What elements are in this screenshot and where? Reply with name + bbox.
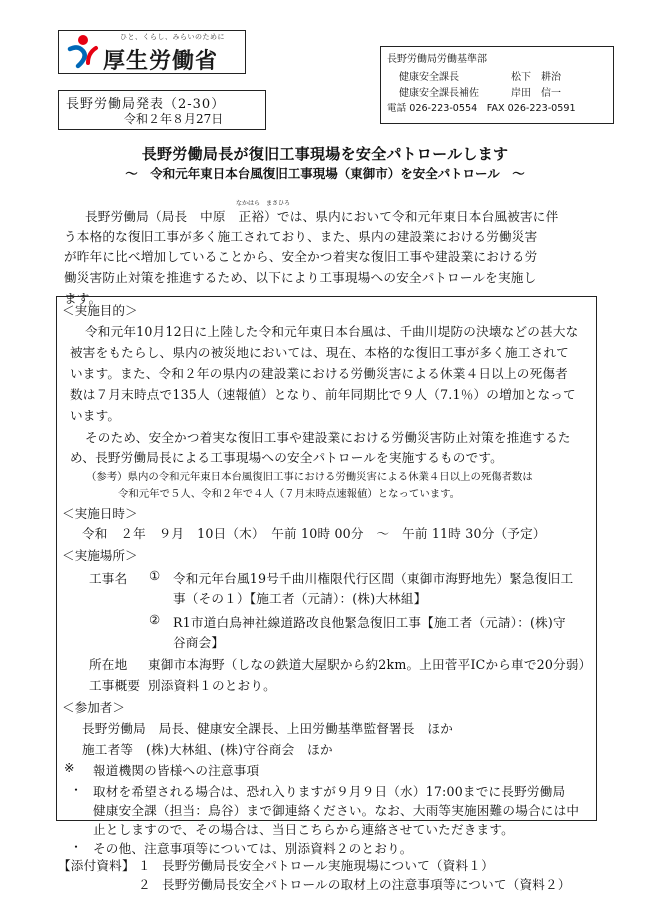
reference-note: 令和元年で５人、令和２年で４人（７月末時点速報値）となっています。 xyxy=(118,488,461,500)
purpose-line: います。また、令和２年の県内の建設業における労働災害による休業４日以上の死傷者 xyxy=(70,366,568,381)
press-notice-title: 報道機関の皆様への注意事項 xyxy=(93,763,260,778)
intro-line: 働災害防止対策を推進するため、以下により工事現場への安全パトロールを実施し xyxy=(64,270,537,285)
participants-line: 施工者等 (株)大林組、(株)守谷商会 ほか xyxy=(82,742,333,757)
intro-line: が昨年に比べ増加していることから、安全かつ着実な復旧工事や建設業における労 xyxy=(64,249,538,264)
attachments-label: 【添付資料】 xyxy=(58,858,135,873)
section-heading-participants: ＜参加者＞ xyxy=(62,700,125,715)
intro-line: う本格的な復旧工事が多く施工されており、また、県内の建設業における労働災害 xyxy=(64,229,538,244)
press-notice-line: 取材を希望される場合は、恐れ入りますが９月９日（水）17:00までに長野労働局 xyxy=(93,784,566,799)
release-date: 令和２年８月27日 xyxy=(124,112,224,126)
works-line: R1市道白鳥神社線道路改良他緊急復旧工事【施工者（元請）：(株)守 xyxy=(173,615,566,630)
location-value: 東御市本海野（しなの鉄道大屋駅から約2km。上田菅平ICから車で20分弱） xyxy=(148,657,592,672)
release-number: 長野労働局発表（2-30） xyxy=(66,97,226,112)
document-title: 長野労働局長が復旧工事現場を安全パトロールします xyxy=(141,145,509,163)
purpose-line: います。 xyxy=(70,408,121,423)
location-label: 所在地 xyxy=(89,657,128,672)
attachment-item: 長野労働局長安全パトロール実施現場について（資料１） xyxy=(162,858,494,873)
overview-value: 別添資料１のとおり。 xyxy=(148,678,276,693)
logo-tagline: ひと、くらし、みらいのために xyxy=(120,33,225,41)
logo-name: 厚生労働省 xyxy=(103,49,219,74)
purpose-line: 数は７月末時点で135人（速報値）となり、前年同期比で９人（7.1％）の増加となって xyxy=(70,387,576,402)
works-line: 令和元年台風19号千曲川権限代行区間（東御市海野地先）緊急復旧工 xyxy=(173,571,574,586)
attachment-item: 長野労働局長安全パトロールの取材上の注意事項等について（資料２） xyxy=(162,877,571,892)
contact-name: 岸田 信一 xyxy=(511,88,561,99)
purpose-line: め、長野労働局長による工事現場への安全パトロールを実施するものです。 xyxy=(70,450,503,465)
purpose-line: そのため、安全かつ着実な復旧工事や建設業における労働災害防止対策を推進するた xyxy=(85,430,571,445)
attachment-number: １ xyxy=(138,858,151,873)
purpose-line: 令和元年10月12日に上陸した令和元年東日本台風は、千曲川堤防の決壊などの甚大な xyxy=(85,324,579,339)
reference-note: （参考）県内の令和元年東日本台風復旧工事における労働災害による休業４日以上の死傷者数は xyxy=(86,471,533,483)
works-line: 谷商会】 xyxy=(173,635,225,650)
section-heading-purpose: ＜実施目的＞ xyxy=(62,303,138,318)
note-mark: ※ xyxy=(64,760,75,775)
works-line: 事（その１）【施工者（元請）：(株)大林組】 xyxy=(173,591,427,606)
attachment-number: ２ xyxy=(138,877,151,892)
ruby-reading: まさひろ xyxy=(266,200,291,207)
purpose-line: 被害をもたらし、県内の被災地においては、現在、本格的な復旧工事が多く施工されて xyxy=(70,345,569,360)
contact-department: 長野労働局労働基準部 xyxy=(387,54,487,65)
press-notice-line: 止としますので、その場合は、当日こちらから連絡させていただきます。 xyxy=(93,822,514,837)
works-label: 工事名 xyxy=(89,571,128,586)
overview-label: 工事概要 xyxy=(89,678,141,693)
participants-line: 長野労働局 局長、健康安全課長、上田労働基準監督署長 ほか xyxy=(82,721,454,736)
section-heading-datetime: ＜実施日時＞ xyxy=(62,506,138,521)
contact-name: 松下 耕治 xyxy=(511,72,561,83)
contact-title: 健康安全課長補佐 xyxy=(399,88,479,99)
ruby-reading: なかはら xyxy=(236,200,261,207)
intro-line: 長野労働局（局長 中原 正裕）では、県内において令和元年東日本台風被害に伴 xyxy=(85,209,559,224)
datetime-value: 令和 ２年 ９月 10日（木） 午前 10時 00分 ～ 午前 11時 30分（予定） xyxy=(82,526,546,541)
contact-title: 健康安全課長 xyxy=(399,72,459,83)
bullet: ・ xyxy=(70,840,83,854)
works-number: ① xyxy=(149,568,161,583)
mhlw-logo-icon xyxy=(66,33,100,69)
contact-phone: 電話 026-223-0554 FAX 026-223-0591 xyxy=(387,103,576,114)
bullet: ・ xyxy=(70,783,83,797)
works-number: ② xyxy=(149,612,161,627)
press-notice-line: その他、注意事項等については、別添資料２のとおり。 xyxy=(93,841,413,856)
section-heading-place: ＜実施場所＞ xyxy=(62,548,138,563)
press-notice-line: 健康安全課（担当：鳥谷）まで御連絡ください。なお、大雨等実施困難の場合には中 xyxy=(93,803,580,818)
document-subtitle: ～ 令和元年東日本台風復旧工事現場（東御市）を安全パトロール ～ xyxy=(125,166,525,181)
intro-line: ます。 xyxy=(64,291,102,306)
